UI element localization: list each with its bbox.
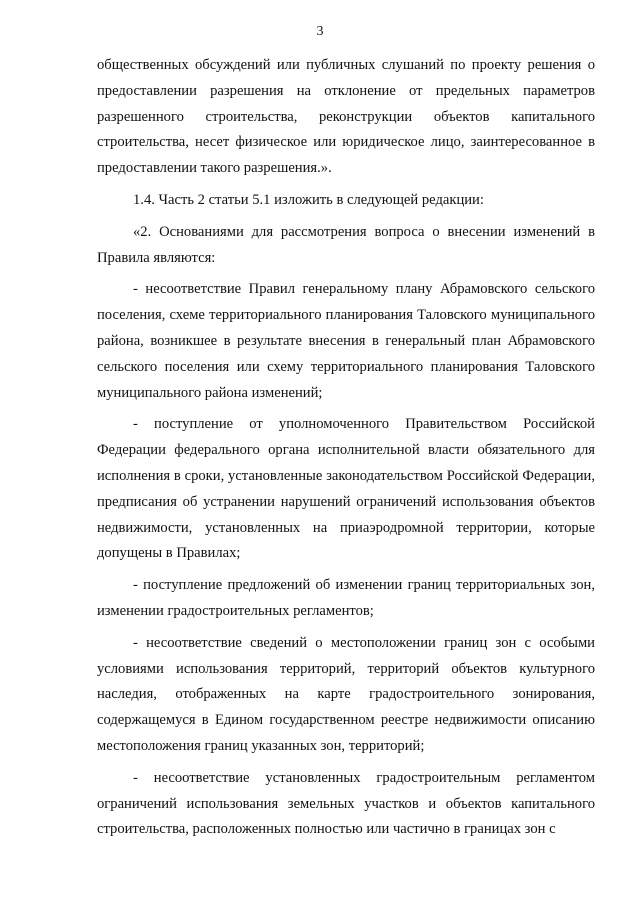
- list-item: - несоответствие установленных градостроительным регламентом ограничений использования земельных участков и объектов капитального строительства, расположенных полностью или частично в границах зон с: [97, 769, 595, 838]
- paragraph-item-1-4: 1.4. Часть 2 статьи 5.1 изложить в следующей редакции:: [133, 191, 484, 208]
- document-body: [97, 53, 595, 849]
- list-item: - несоответствие Правил генеральному плану Абрамовского сельского поселения, схеме территориального планирования Таловского муниципального района, возникшее в результате внесения в генеральный план Абрамовского сельского поселения или схему территориального планирования Таловского муниципального района изменений;: [97, 281, 595, 401]
- paragraph-grounds-intro: «2. Основаниями для рассмотрения вопроса о внесении изменений в Правила являются:: [97, 223, 595, 266]
- paragraph-continuation: общественных обсуждений или публичных слушаний по проекту решения о предоставлении разрешения на отклонение от предельных параметров разрешенного строительства, реконструкции объектов капитального строительства, несет физическое или юридическое лицо, заинтересованное в предоставлении такого разрешения.».: [97, 57, 595, 177]
- list-item: - несоответствие сведений о местоположении границ зон с особыми условиями использования территорий, территорий объектов культурного наследия, отображенных на карте градостроительного зонирования, содержащемуся в Едином государственном реестре недвижимости описанию местоположения границ указанных зон, территорий;: [97, 634, 595, 754]
- list-item: - поступление предложений об изменении границ территориальных зон, изменении градостроительных регламентов;: [97, 577, 595, 619]
- list-item: - поступление от уполномоченного Правительством Российской Федерации федерального органа исполнительной власти обязательного для исполнения в сроки, установленные законодательством Российской Федерации, предписания об устранении нарушений ограничений использования объектов недвижимости, установленных на приаэродромной территории, которые допущены в Правилах;: [97, 416, 595, 562]
- page-number: 3: [316, 24, 324, 39]
